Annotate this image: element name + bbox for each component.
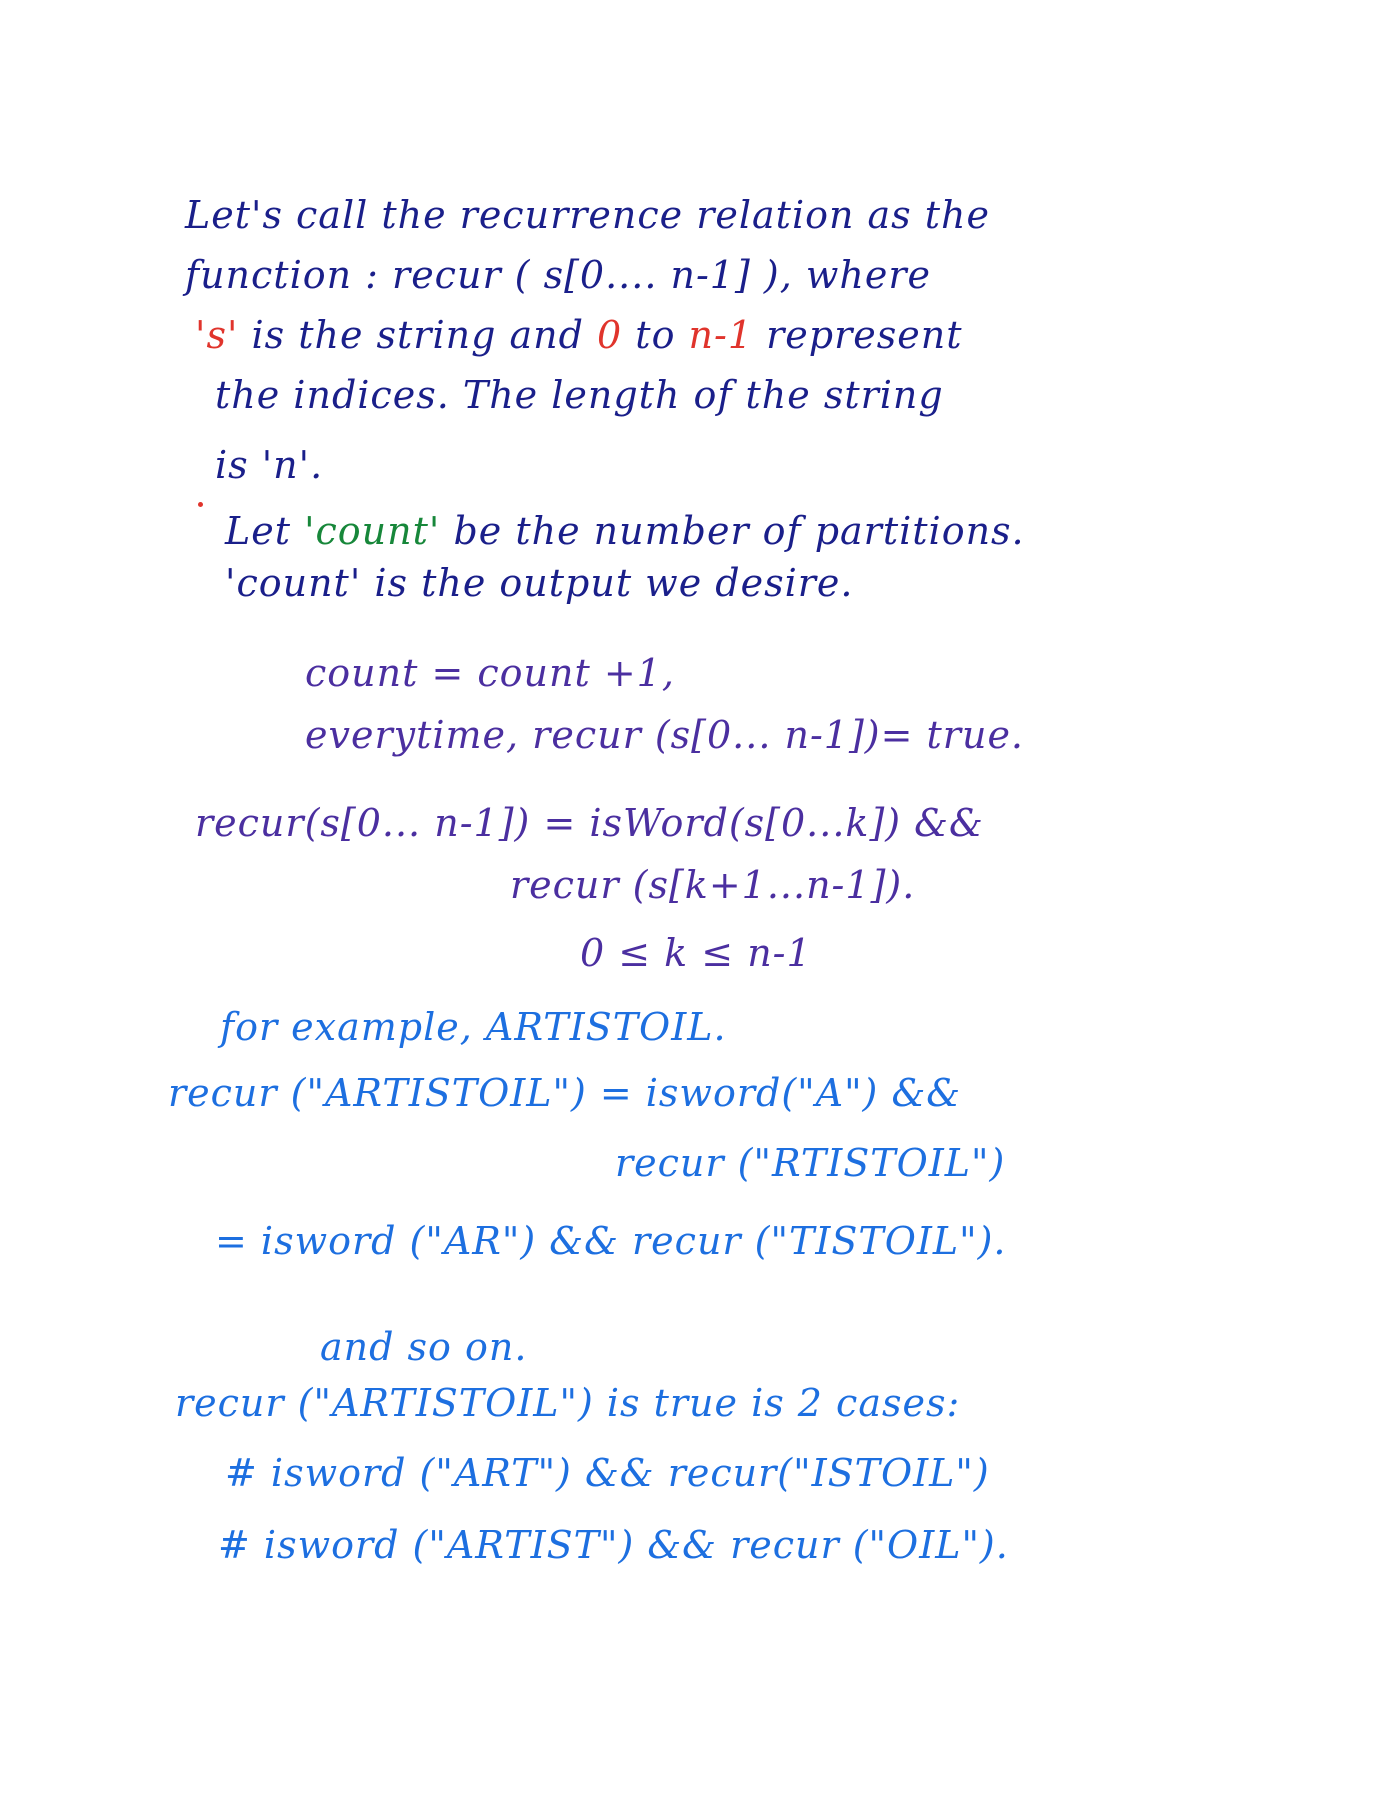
- red-dot-mark: [198, 502, 203, 507]
- example-line-5: and so on.: [320, 1325, 528, 1369]
- math-line-3: recur(s[0... n-1]) = isWord(s[0...k]) &&: [195, 801, 984, 845]
- s-variable: 's': [195, 313, 239, 357]
- example-line-1: for example, ARTISTOIL.: [220, 1005, 727, 1049]
- count-line-2: 'count' is the output we desire.: [225, 561, 854, 605]
- intro-line-5: is 'n'.: [215, 443, 324, 487]
- math-line-4: recur (s[k+1...n-1]).: [510, 863, 916, 907]
- intro-line-3-text-b: to: [622, 313, 689, 357]
- math-line-1: count = count +1,: [305, 651, 675, 695]
- case-line-1: # isword ("ART") && recur("ISTOIL"): [225, 1451, 990, 1495]
- last-index: n-1: [688, 313, 754, 357]
- math-line-5: 0 ≤ k ≤ n-1: [580, 931, 812, 975]
- math-line-2: everytime, recur (s[0... n-1])= true.: [305, 713, 1025, 757]
- intro-line-3: [195, 312, 962, 358]
- intro-line-3-text-c: represent: [753, 313, 963, 357]
- case-line-2: # isword ("ARTIST") && recur ("OIL").: [218, 1523, 1009, 1567]
- count-line-1-text-b: be the number of partitions.: [440, 509, 1025, 553]
- example-line-4: = isword ("AR") && recur ("TISTOIL").: [215, 1219, 1007, 1263]
- zero-index: 0: [597, 313, 623, 357]
- intro-line-2: function : recur ( s[0.... n-1] ), where: [185, 253, 932, 297]
- example-line-3: recur ("RTISTOIL"): [615, 1141, 1006, 1185]
- intro-line-1: Let's call the recurrence relation as the: [185, 193, 990, 237]
- intro-line-3-text-a: is the string and: [238, 313, 598, 357]
- count-line-1-text-a: Let: [225, 509, 305, 553]
- count-variable: 'count': [304, 509, 441, 553]
- example-line-2: recur ("ARTISTOIL") = isword("A") &&: [168, 1071, 962, 1115]
- intro-line-4: the indices. The length of the string: [215, 373, 944, 417]
- example-line-6: recur ("ARTISTOIL") is true is 2 cases:: [175, 1381, 961, 1425]
- count-line-1: [225, 508, 1025, 554]
